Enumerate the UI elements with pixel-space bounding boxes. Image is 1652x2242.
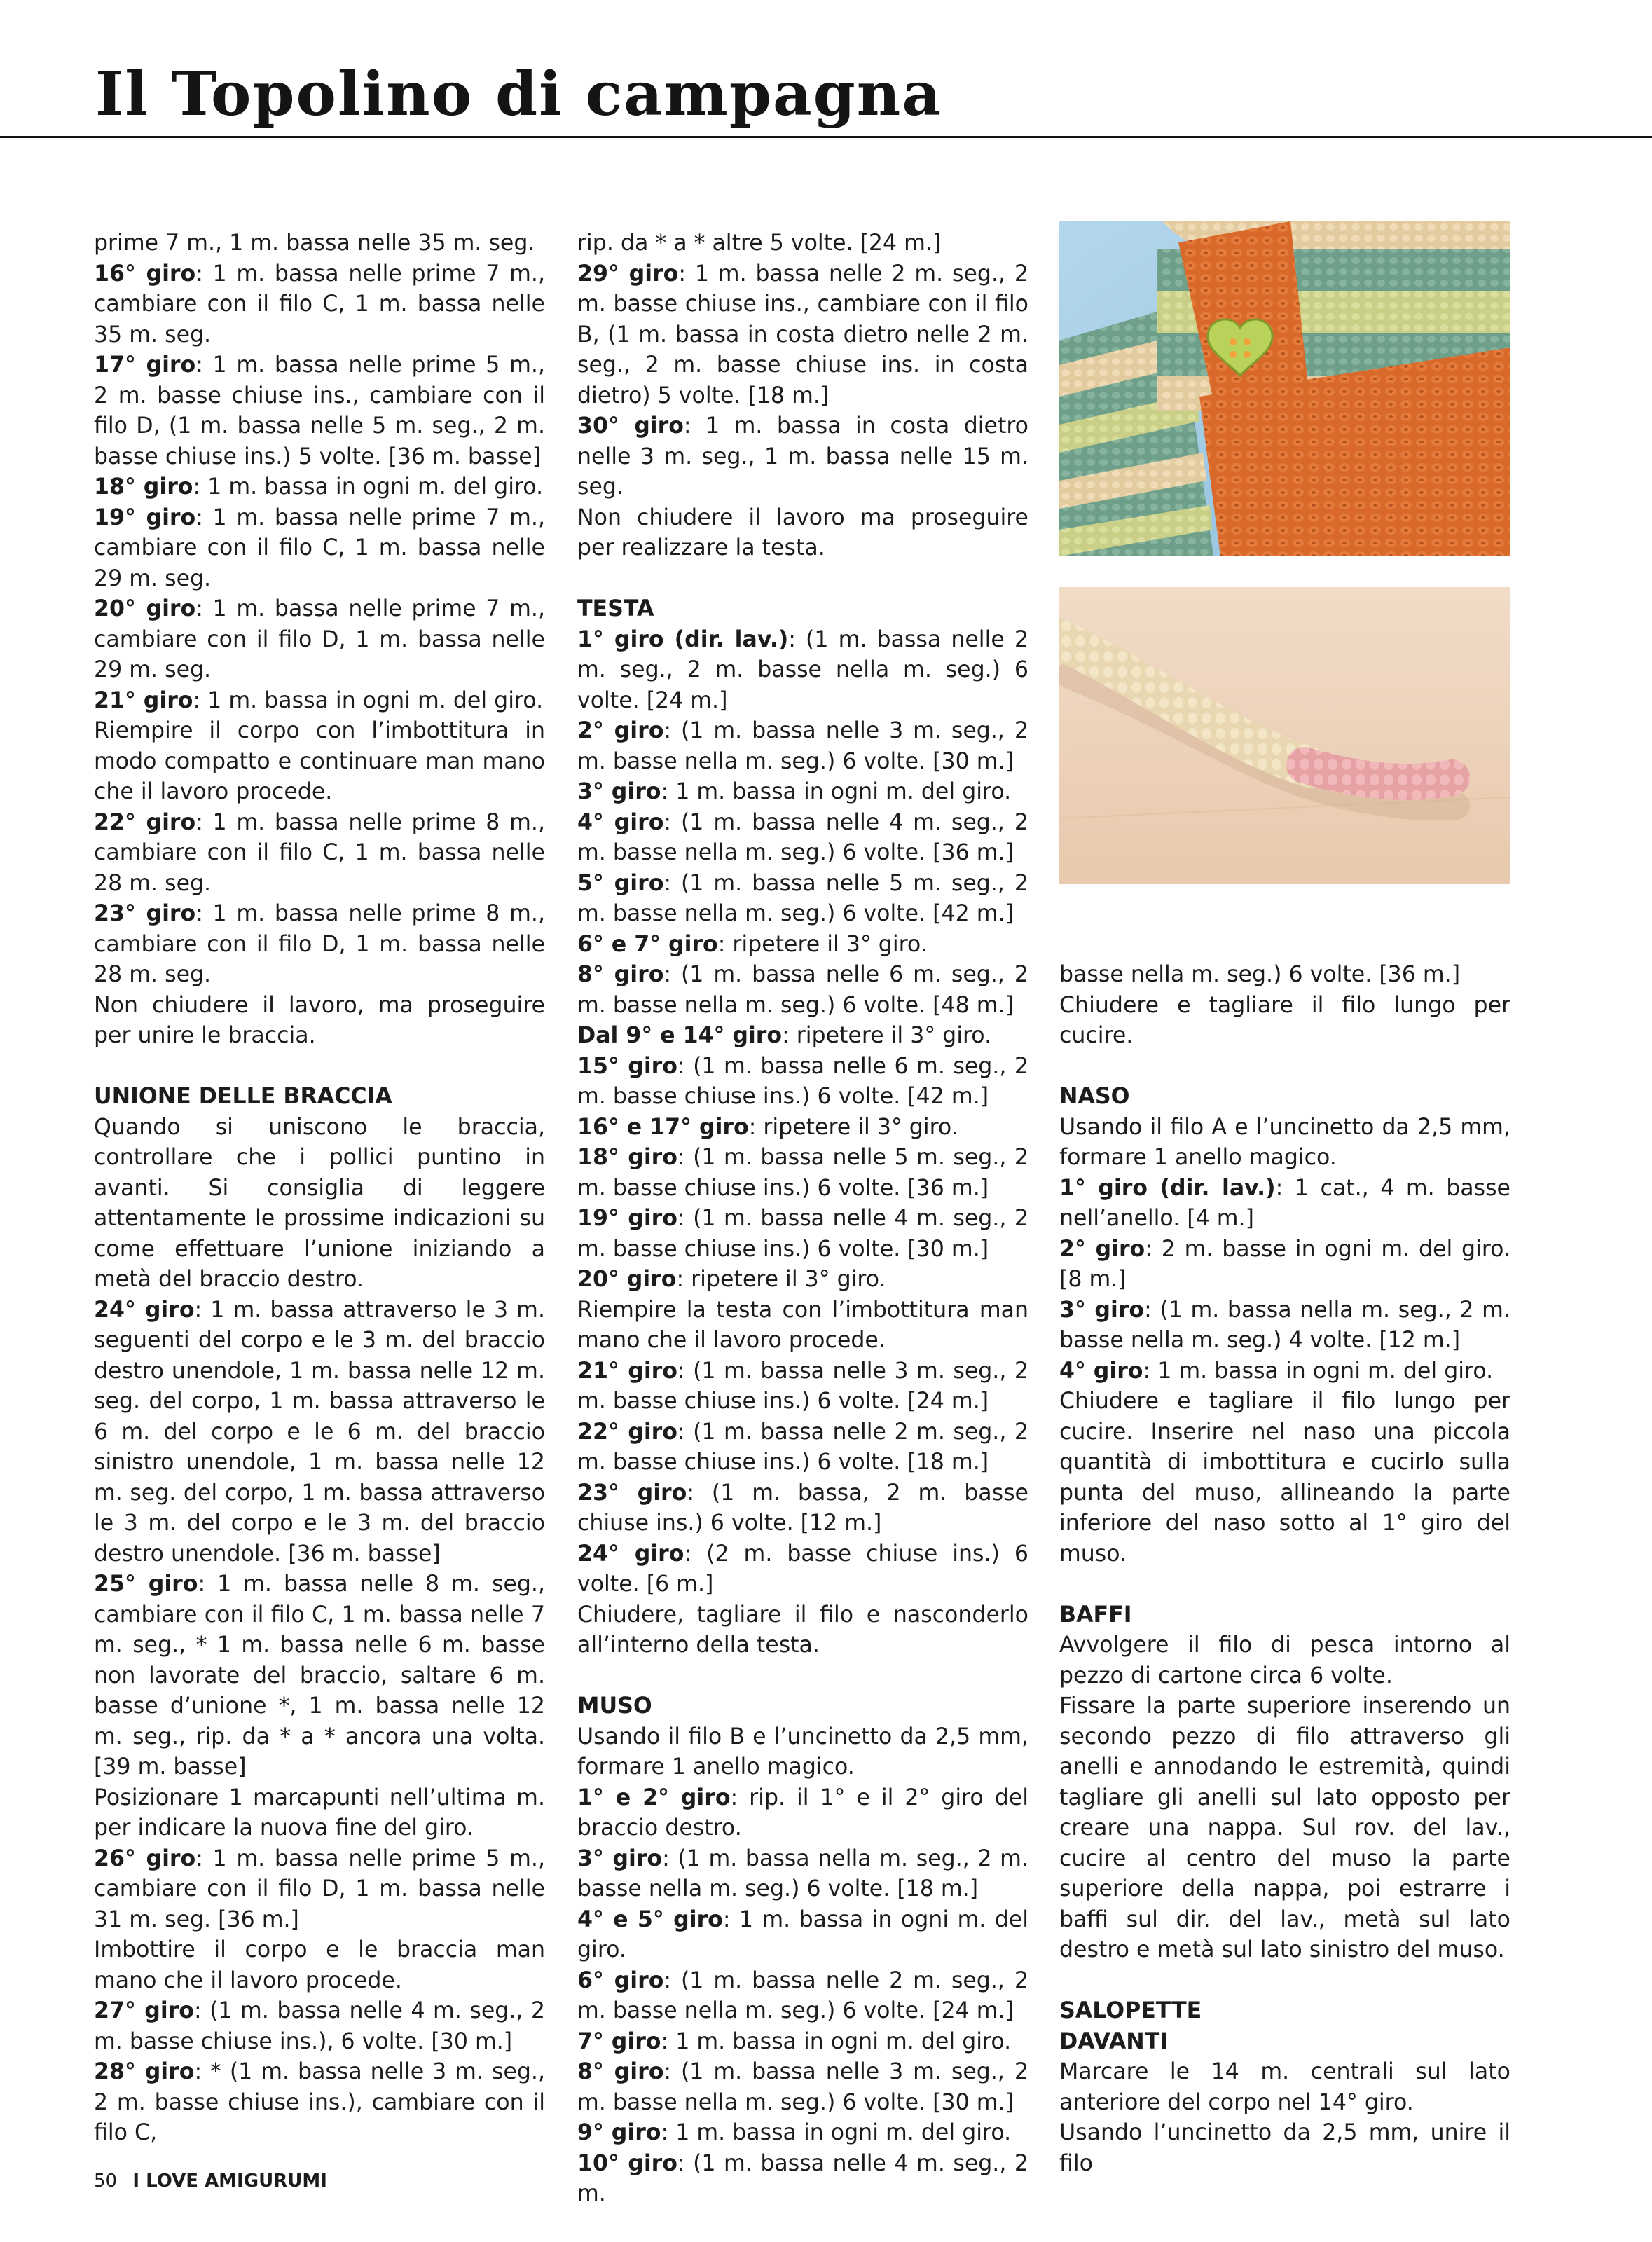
paragraph-text: : 1 m. bassa nelle prime 7 m., cambiare con il filo D, 1 m. bassa nelle 29 m. seg. — [94, 596, 545, 682]
round-label: 27° giro — [94, 1998, 194, 2023]
paragraph-text: Avvolgere il filo di pesca intorno al pezzo di cartone circa 6 volte. — [1059, 1632, 1510, 1689]
instruction-paragraph — [1059, 1356, 1510, 1387]
instruction-paragraph — [577, 259, 1028, 412]
instruction-paragraph — [94, 503, 545, 595]
round-label: 21° giro — [577, 1358, 677, 1384]
instruction-paragraph — [1059, 1387, 1510, 1569]
page-number: 50 — [94, 2171, 118, 2192]
instruction-paragraph — [577, 2118, 1028, 2149]
paragraph-text: Imbottire il corpo e le braccia man mano che il lavoro procede. — [94, 1937, 545, 1993]
paragraph-text: Riempire il corpo con l’imbottitura in modo compatto e continuare man mano che il lavoro procede. — [94, 718, 545, 804]
round-label: 16° e 17° giro — [577, 1114, 749, 1140]
mouse-body-illustration — [1059, 221, 1510, 556]
section-heading: TESTA — [577, 596, 654, 621]
round-label: 22° giro — [94, 809, 196, 835]
instruction-paragraph — [1059, 2118, 1510, 2179]
round-label: Dal 9° e 14° giro — [577, 1023, 783, 1048]
instruction-paragraph — [577, 2027, 1028, 2058]
mouse-tail-photo — [1059, 587, 1510, 884]
paragraph-text: : ripetere il 3° giro. — [748, 1114, 958, 1140]
instruction-paragraph — [94, 594, 545, 686]
round-label: 24° giro — [94, 1297, 195, 1323]
round-label: 18° giro — [577, 1145, 677, 1170]
instruction-paragraph — [1059, 1113, 1510, 1174]
round-label: 19° giro — [94, 504, 196, 530]
instruction-paragraph — [577, 1265, 1028, 1295]
instruction-paragraph — [94, 808, 545, 900]
paragraph-text: : (1 m. bassa nelle 5 m. seg., 2 m. basse chiuse ins.) 6 volte. [36 m.] — [577, 1145, 1028, 1201]
instruction-paragraph — [94, 350, 545, 472]
instruction-paragraph — [94, 1844, 545, 1936]
paragraph-text: : ripetere il 3° giro. — [717, 931, 928, 957]
paragraph-text: : 1 m. bassa nelle prime 7 m., cambiare con il filo C, 1 m. bassa nelle 29 m. seg. — [94, 504, 545, 591]
round-label: 8° giro — [577, 962, 664, 987]
tail-pink-tip — [1305, 765, 1452, 782]
instruction-paragraph — [577, 1844, 1028, 1905]
page-footer — [94, 2172, 327, 2190]
paragraph-text: : ripetere il 3° giro. — [676, 1267, 886, 1292]
instruction-paragraph — [577, 930, 1028, 961]
paragraph-text: : (1 m. bassa nelle 6 m. seg., 2 m. basse chiuse ins.) 6 volte. [42 m.] — [577, 1053, 1028, 1109]
instruction-paragraph — [577, 716, 1028, 777]
instruction-paragraph — [577, 1600, 1028, 1661]
round-label: 21° giro — [94, 687, 193, 713]
paragraph-text: : 1 m. bassa in ogni m. del giro. — [1143, 1358, 1494, 1384]
instruction-paragraph — [577, 1204, 1028, 1265]
instruction-paragraph — [577, 960, 1028, 1021]
instruction-paragraph — [577, 2057, 1028, 2118]
instruction-paragraph — [577, 808, 1028, 869]
instruction-paragraph — [577, 503, 1028, 564]
paragraph-text: : 1 m. bassa nelle prime 7 m., cambiare con il filo C, 1 m. bassa nelle 35 m. seg. — [94, 261, 545, 348]
instruction-paragraph — [94, 259, 545, 351]
instruction-paragraph — [577, 625, 1028, 717]
section-heading: NASO — [1059, 1084, 1130, 1109]
instruction-paragraph — [1059, 960, 1510, 991]
instruction-paragraph — [577, 1021, 1028, 1052]
instruction-paragraph — [94, 991, 545, 1052]
paragraph-text: : (1 m. bassa nelle 4 m. seg., 2 m. basse nella m. seg.) 6 volte. [36 m.] — [577, 809, 1028, 865]
instruction-paragraph — [577, 2149, 1028, 2210]
instruction-paragraph — [94, 472, 545, 503]
instruction-paragraph — [94, 716, 545, 808]
round-label: 23° giro — [577, 1480, 687, 1506]
round-label: 22° giro — [577, 1419, 677, 1445]
paragraph-text: : (1 m. bassa nelle 2 m. seg., 2 m. basse chiuse ins.) 6 volte. [18 m.] — [577, 1419, 1028, 1475]
round-label: 1° giro (dir. lav.) — [1059, 1175, 1276, 1201]
paragraph-text: : 1 m. bassa in ogni m. del giro. — [661, 2120, 1012, 2145]
paragraph-text: : (1 m. bassa nelle 3 m. seg., 2 m. basse nella m. seg.) 6 volte. [30 m.] — [577, 2059, 1028, 2115]
instruction-paragraph — [94, 1295, 545, 1570]
paragraph-text: : 1 m. bassa nelle 8 m. seg., cambiare con il filo C, 1 m. bassa nelle 7 m. seg., * 1 m. bassa nelle 6 m. basse non lavorate del braccio, saltare 6 m. basse d’unione *, 1 m. bassa nelle 12 m. seg., rip. da * a * ancora una volta. [39 m. basse] — [94, 1572, 545, 1780]
instruction-paragraph — [1059, 1295, 1510, 1356]
section-heading: DAVANTI — [1059, 2028, 1169, 2054]
title-rule — [0, 136, 1652, 138]
paragraph-text: : rip. il 1° e il 2° giro del braccio destro. — [577, 1784, 1029, 1841]
paragraph-text: : * (1 m. bassa nelle 3 m. seg., 2 m. basse chiuse ins.), cambiare con il filo C, — [94, 2059, 546, 2145]
round-label: 6° giro — [577, 1967, 664, 1993]
paragraph-text: : 1 m. bassa in costa dietro nelle 3 m. seg., 1 m. bassa nelle 15 m. seg. — [577, 413, 1028, 500]
section-heading: MUSO — [577, 1693, 652, 1719]
instruction-paragraph — [577, 1356, 1028, 1417]
instruction-paragraph — [1059, 1174, 1510, 1235]
paragraph-text: Usando l’uncinetto da 2,5 mm, unire il filo — [1059, 2120, 1510, 2176]
instruction-paragraph — [94, 686, 545, 717]
instruction-paragraph — [94, 228, 545, 259]
round-label: 28° giro — [94, 2059, 195, 2084]
instruction-paragraph — [577, 1539, 1028, 1600]
paragraph-text: Quando si uniscono le braccia, controllare che i pollici puntino in avanti. Si consiglia di leggere attentamente le prossime indicazioni su come effettuare l’unione iniziando a metà del braccio destro. — [94, 1114, 545, 1292]
mouse-tail-illustration — [1059, 587, 1510, 884]
round-label: 19° giro — [577, 1206, 677, 1231]
paragraph-text: : (1 m. bassa nella m. seg., 2 m. basse nella m. seg.) 4 volte. [12 m.] — [1059, 1297, 1510, 1353]
paragraph-text: : 1 m. bassa in ogni m. del giro. — [661, 779, 1012, 804]
instruction-paragraph — [577, 777, 1028, 808]
round-label: 5° giro — [577, 870, 664, 896]
instruction-paragraph — [577, 869, 1028, 930]
instruction-paragraph — [577, 1478, 1028, 1539]
instruction-paragraph — [94, 2057, 545, 2149]
instruction-paragraph — [94, 1935, 545, 1996]
instruction-paragraph — [1059, 991, 1510, 1052]
paragraph-text: : 1 cat., 4 m. basse nell’anello. [4 m.] — [1059, 1175, 1510, 1231]
paragraph-gap — [577, 1661, 1028, 1692]
instruction-paragraph — [577, 1783, 1028, 1844]
paragraph-text: : (1 m. bassa nelle 3 m. seg., 2 m. basse nella m. seg.) 6 volte. [30 m.] — [577, 718, 1028, 774]
paragraph-text: : 2 m. basse in ogni m. del giro. [8 m.] — [1059, 1236, 1510, 1292]
mouse-body-photo — [1059, 221, 1510, 556]
instruction-paragraph — [94, 899, 545, 991]
round-label: 10° giro — [577, 2150, 677, 2176]
instruction-paragraph — [94, 1113, 545, 1295]
round-label: 15° giro — [577, 1053, 677, 1079]
round-label: 6° e 7° giro — [577, 931, 718, 957]
paragraph-text: prime 7 m., 1 m. bassa nelle 35 m. seg. — [94, 231, 535, 256]
round-label: 1° e 2° giro — [577, 1784, 731, 1810]
paragraph-gap — [577, 564, 1028, 595]
round-label: 2° giro — [577, 718, 664, 743]
round-label: 9° giro — [577, 2120, 661, 2145]
instruction-paragraph — [577, 1966, 1028, 2027]
paragraph-text: : 1 m. bassa attraverso le 3 m. seguenti del corpo e le 3 m. del braccio destro unendole, 1 m. bassa nelle 12 m. seg. del corpo, 1 m. bassa attraverso le 6 m. del corpo e le 6 m. del braccio sinistro unendole, 1 m. bassa nelle 12 m. seg. del corpo, 1 m. bassa attraverso le 3 m. del corpo e le 3 m. del braccio destro unendole. [36 m. basse] — [94, 1297, 545, 1567]
round-label: 24° giro — [577, 1541, 684, 1567]
round-label: 1° giro (dir. lav.) — [577, 626, 789, 652]
instruction-paragraph — [1059, 2057, 1510, 2118]
paragraph-text: : (1 m. bassa nella m. seg., 2 m. basse nella m. seg.) 6 volte. [18 m.] — [577, 1845, 1028, 1901]
round-label: 30° giro — [577, 413, 684, 439]
round-label: 2° giro — [1059, 1236, 1145, 1262]
paragraph-text: : ripetere il 3° giro. — [782, 1023, 992, 1048]
section-heading: SALOPETTE — [1059, 1998, 1202, 2023]
paragraph-text: rip. da * a * altre 5 volte. [24 m.] — [577, 231, 942, 256]
instruction-paragraph — [577, 1295, 1028, 1356]
paragraph-text: Chiudere e tagliare il filo lungo per cucire. Inserire nel naso una piccola quantità di imbottitura e cucirlo sulla punta del muso, allineando la parte inferiore del naso sotto al 1° giro del muso. — [1059, 1389, 1510, 1567]
paragraph-text: : (1 m. bassa nelle 3 m. seg., 2 m. basse chiuse ins.) 6 volte. [24 m.] — [577, 1358, 1028, 1414]
round-label: 8° giro — [577, 2059, 664, 2084]
round-label: 26° giro — [94, 1845, 196, 1871]
text-column-3 — [1059, 960, 1510, 2179]
instruction-paragraph — [94, 1569, 545, 1783]
paragraph-text: : (1 m. bassa nelle 5 m. seg., 2 m. basse nella m. seg.) 6 volte. [42 m.] — [577, 870, 1028, 926]
paragraph-text: : (1 m. bassa nelle 2 m. seg., 2 m. basse nella m. seg.) 6 volte. [24 m.] — [577, 626, 1028, 713]
text-column-1 — [94, 228, 545, 2149]
instruction-paragraph — [577, 1143, 1028, 1204]
round-label: 16° giro — [94, 261, 196, 287]
round-label: 3° giro — [577, 1845, 663, 1871]
paragraph-gap — [94, 1052, 545, 1082]
round-label: 7° giro — [577, 2028, 661, 2054]
paragraph-text: : (1 m. bassa nelle 2 m. seg., 2 m. basse nella m. seg.) 6 volte. [24 m.] — [577, 1967, 1028, 2023]
section-heading: UNIONE DELLE BRACCIA — [94, 1084, 392, 1109]
paragraph-text: : 1 m. bassa in ogni m. del giro. — [193, 474, 544, 500]
round-label: 4° giro — [577, 809, 664, 835]
instruction-paragraph — [577, 1722, 1028, 1783]
paragraph-gap — [1059, 1052, 1510, 1082]
paragraph-text: : 1 m. bassa in ogni m. del giro. — [661, 2028, 1012, 2054]
paragraph-text: : (1 m. bassa nelle 4 m. seg., 2 m. — [577, 2150, 1028, 2206]
round-label: 4° e 5° giro — [577, 1906, 723, 1932]
paragraph-text: basse nella m. seg.) 6 volte. [36 m.] — [1059, 962, 1461, 987]
instruction-paragraph — [577, 1113, 1028, 1143]
paragraph-gap — [1059, 1569, 1510, 1600]
paragraph-text: : (1 m. bassa nelle 6 m. seg., 2 m. basse nella m. seg.) 6 volte. [48 m.] — [577, 962, 1028, 1018]
paragraph-gap — [1059, 1966, 1510, 1997]
round-label: 23° giro — [94, 901, 196, 926]
paragraph-text: Usando il filo B e l’uncinetto da 2,5 mm, formare 1 anello magico. — [577, 1724, 1028, 1780]
paragraph-text: Chiudere, tagliare il filo e nasconderlo all’interno della testa. — [577, 1602, 1028, 1658]
paragraph-text: : 1 m. bassa nelle prime 5 m., 2 m. basse chiuse ins., cambiare con il filo D, (1 m. bassa nelle 5 m. seg., 2 m. basse chiuse ins.) 5 volte. [36 m. basse] — [94, 352, 545, 469]
instruction-paragraph — [94, 1996, 545, 2057]
page-title: Il Topolino di campagna — [95, 59, 943, 130]
instruction-paragraph — [1059, 1630, 1510, 1691]
round-label: 3° giro — [577, 779, 661, 804]
paragraph-text: : 1 m. bassa nelle prime 5 m., cambiare con il filo D, 1 m. bassa nelle 31 m. seg. [36 m.] — [94, 1845, 545, 1932]
paragraph-text: : (1 m. bassa nelle 4 m. seg., 2 m. basse chiuse ins.), 6 volte. [30 m.] — [94, 1998, 545, 2054]
instruction-paragraph — [577, 1052, 1028, 1113]
paragraph-text: Non chiudere il lavoro, ma proseguire per unire le braccia. — [94, 992, 545, 1048]
round-label: 18° giro — [94, 474, 193, 500]
instruction-paragraph — [1059, 1235, 1510, 1295]
round-label: 4° giro — [1059, 1358, 1143, 1384]
instruction-paragraph — [577, 1905, 1028, 1966]
paragraph-text: Chiudere e tagliare il filo lungo per cucire. — [1059, 992, 1510, 1048]
text-column-2 — [577, 228, 1028, 2210]
paragraph-text: : (1 m. bassa nelle 4 m. seg., 2 m. basse chiuse ins.) 6 volte. [30 m.] — [577, 1206, 1028, 1262]
round-label: 25° giro — [94, 1572, 198, 1597]
paragraph-text: Riempire la testa con l’imbottitura man mano che il lavoro procede. — [577, 1297, 1028, 1353]
round-label: 20° giro — [94, 596, 196, 621]
paragraph-text: Usando il filo A e l’uncinetto da 2,5 mm, formare 1 anello magico. — [1059, 1114, 1510, 1170]
instruction-paragraph — [577, 1417, 1028, 1478]
round-label: 29° giro — [577, 261, 679, 287]
section-heading: BAFFI — [1059, 1602, 1132, 1628]
instruction-paragraph — [94, 1783, 545, 1844]
paragraph-text: Posizionare 1 marcapunti nell’ultima m. per indicare la nuova fine del giro. — [94, 1784, 545, 1841]
paragraph-text: : 1 m. bassa in ogni m. del giro. — [193, 687, 544, 713]
paragraph-text: Marcare le 14 m. centrali sul lato anteriore del corpo nel 14° giro. — [1059, 2059, 1510, 2115]
paragraph-text: : 1 m. bassa nelle 2 m. seg., 2 m. basse chiuse ins., cambiare con il filo B, (1 m. bassa in costa dietro nelle 2 m. seg., 2 m. basse chiuse ins. in costa dietro) 5 volte. [18 m.] — [577, 261, 1028, 408]
paragraph-text: Non chiudere il lavoro ma proseguire per realizzare la testa. — [577, 504, 1028, 560]
paragraph-text: Fissare la parte superiore inserendo un secondo pezzo di filo attraverso gli anelli e annodando le estremità, quindi tagliare gli anelli sul lato opposto per creare una nappa. Sul rov. del lav., cucire al centro del muso la parte superiore della nappa, poi estrarre i baffi sul dir. del lav., metà sul lato destro e metà sul lato sinistro del muso. — [1059, 1693, 1510, 1962]
instruction-paragraph — [577, 228, 1028, 259]
instruction-paragraph — [1059, 1691, 1510, 1966]
paragraph-text: : (1 m. bassa, 2 m. basse chiuse ins.) 6 volte. [12 m.] — [577, 1480, 1028, 1536]
round-label: 20° giro — [577, 1267, 677, 1292]
round-label: 3° giro — [1059, 1297, 1145, 1323]
paragraph-text: : 1 m. bassa nelle prime 8 m., cambiare con il filo D, 1 m. bassa nelle 28 m. seg. — [94, 901, 545, 987]
instruction-paragraph — [577, 411, 1028, 503]
paragraph-text: : 1 m. bassa in ogni m. del giro. — [577, 1906, 1028, 1962]
magazine-name: I LOVE AMIGURUMI — [132, 2171, 327, 2192]
paragraph-text: : 1 m. bassa nelle prime 8 m., cambiare con il filo C, 1 m. bassa nelle 28 m. seg. — [94, 809, 545, 896]
paragraph-text: : (2 m. basse chiuse ins.) 6 volte. [6 m.] — [577, 1541, 1028, 1597]
round-label: 17° giro — [94, 352, 196, 378]
